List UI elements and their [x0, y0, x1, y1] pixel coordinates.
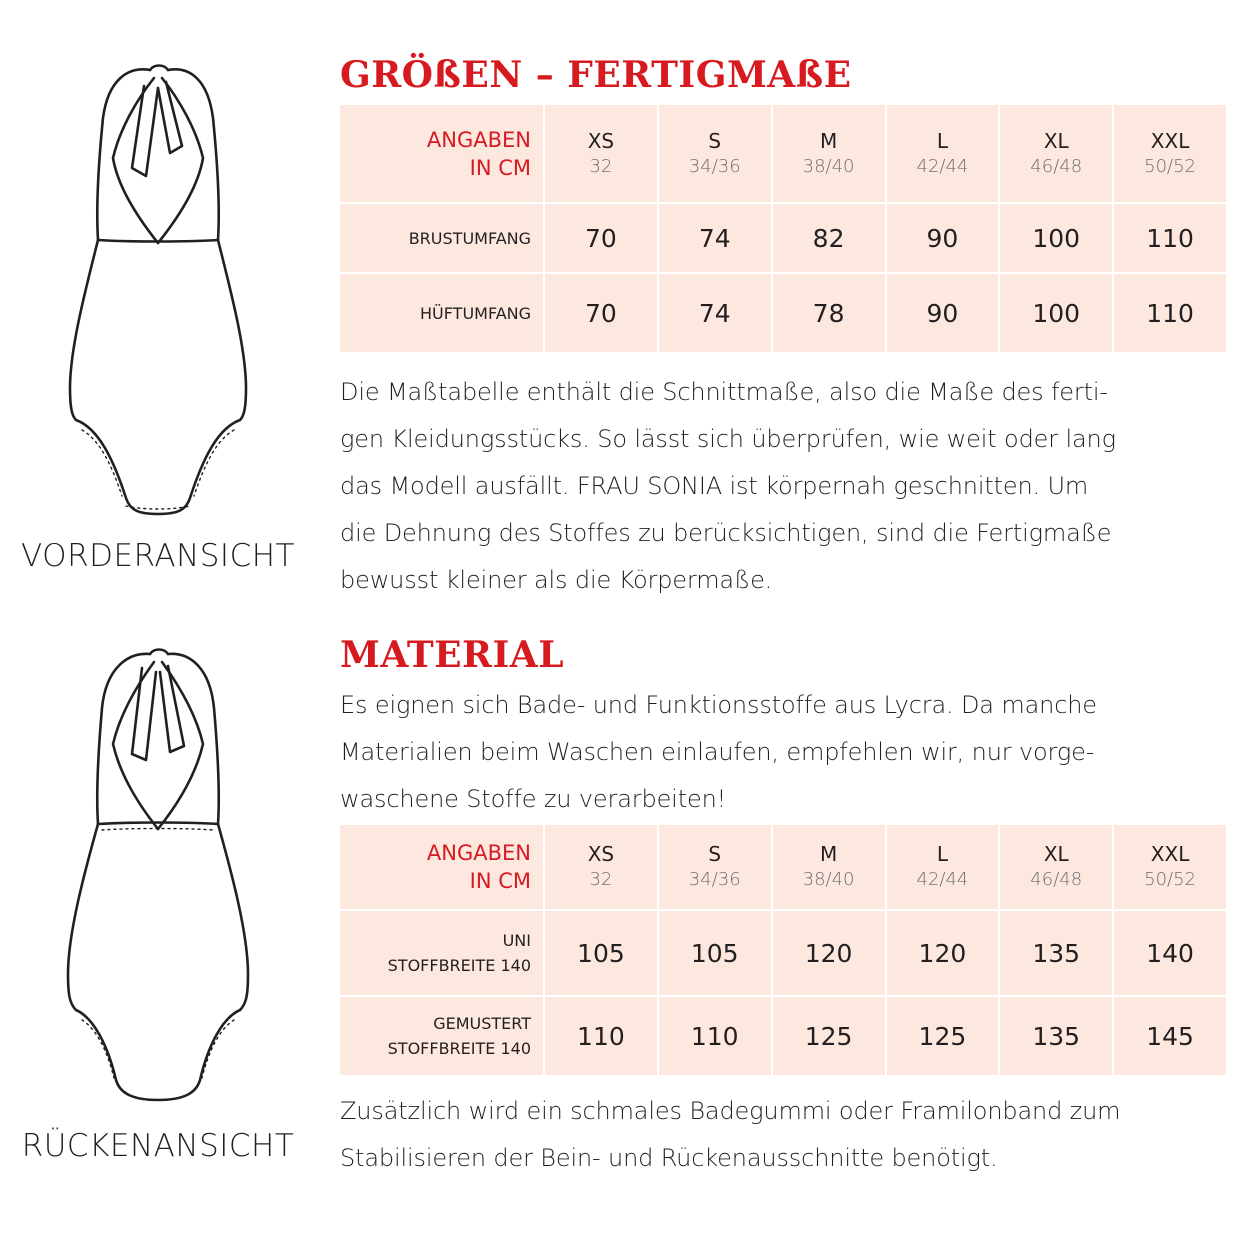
table-cell: 90 [887, 204, 999, 272]
table-cell: 135 [1000, 997, 1112, 1075]
size-numbers: 32 [589, 155, 613, 177]
paragraph-line: das Modell ausfällt. FRAU SONIA ist körpernah geschnitten. Um [340, 472, 1089, 500]
table-cell: 105 [659, 911, 771, 995]
size-column-header [659, 825, 771, 909]
size-name: XS [587, 842, 615, 866]
size-column-header [1000, 105, 1112, 202]
table-header-label-line1: ANGABEN [426, 127, 531, 152]
table-cell: 70 [545, 204, 657, 272]
row-label-line1: UNI [502, 931, 531, 950]
table-cell: 105 [545, 911, 657, 995]
size-numbers: 32 [589, 869, 613, 890]
table-cell: 120 [773, 911, 885, 995]
row-label-brustumfang: BRUSTUMFANG [340, 204, 543, 272]
material-table [340, 825, 1226, 1075]
sizes-heading: GRÖßEN – FERTIGMAßE [340, 54, 852, 96]
size-column-header [887, 105, 999, 202]
size-name: M [819, 128, 838, 153]
size-numbers: 42/44 [916, 155, 969, 177]
table-cell: 125 [887, 997, 999, 1075]
table-cell: 110 [545, 997, 657, 1075]
paragraph-line: Materialien beim Waschen einlaufen, empfehlen wir, nur vorge- [340, 738, 1095, 766]
size-name: XXL [1150, 842, 1190, 866]
size-name: XL [1043, 128, 1069, 153]
size-column-header [773, 105, 885, 202]
size-name: XXL [1150, 128, 1190, 153]
size-numbers: 46/48 [1030, 155, 1083, 177]
size-column-header [545, 825, 657, 909]
table-cell: 82 [773, 204, 885, 272]
table-cell: 135 [1000, 911, 1112, 995]
paragraph-line: die Dehnung des Stoffes zu berücksichtigen, sind die Fertigmaße [340, 519, 1112, 547]
paragraph-line: Stabilisieren der Bein- und Rückenausschnitte benötigt. [340, 1144, 998, 1172]
row-label-hueftumfang: HÜFTUMFANG [340, 274, 543, 352]
table-header-label [340, 825, 543, 909]
back-view-label: RÜCKENANSICHT [21, 1128, 295, 1164]
table-cell: 100 [1000, 274, 1112, 352]
table-cell: 74 [659, 274, 771, 352]
table-cell: 110 [659, 997, 771, 1075]
size-column-header [1114, 825, 1226, 909]
size-column-header [545, 105, 657, 202]
front-view-sketch [58, 58, 258, 520]
row-label-uni [340, 911, 543, 995]
size-name: S [708, 842, 722, 866]
front-view-label: VORDERANSICHT [21, 538, 295, 574]
size-numbers: 46/48 [1030, 869, 1083, 890]
size-numbers: 38/40 [802, 869, 855, 890]
paragraph-line: gen Kleidungsstücks. So lässt sich überprüfen, wie weit oder lang [340, 425, 1116, 453]
size-column-header [1114, 105, 1226, 202]
row-label-line2: STOFFBREITE 140 [387, 956, 531, 975]
row-label-line1: GEMUSTERT [433, 1014, 531, 1033]
size-name: L [936, 842, 948, 866]
table-cell: 140 [1114, 911, 1226, 995]
table-header-label-line2: IN CM [469, 155, 531, 180]
size-numbers: 34/36 [688, 155, 741, 177]
size-numbers: 50/52 [1144, 869, 1197, 890]
size-column-header [659, 105, 771, 202]
size-numbers: 34/36 [688, 869, 741, 890]
size-name: S [708, 128, 722, 153]
table-cell: 145 [1114, 997, 1226, 1075]
paragraph-line: waschene Stoffe zu verarbeiten! [340, 785, 727, 813]
paragraph-line: Es eignen sich Bade- und Funktionsstoffe aus Lycra. Da manche [340, 691, 1097, 719]
material-heading: MATERIAL [340, 634, 565, 676]
size-name: XS [587, 128, 615, 153]
size-column-header [1000, 825, 1112, 909]
size-numbers: 38/40 [802, 155, 855, 177]
size-column-header [887, 825, 999, 909]
table-cell: 78 [773, 274, 885, 352]
sizes-table [340, 105, 1226, 352]
table-header-label-line1: ANGABEN [426, 841, 531, 865]
paragraph-line: Zusätzlich wird ein schmales Badegummi oder Framilonband zum [340, 1097, 1121, 1125]
row-label-gemustert [340, 997, 543, 1075]
table-cell: 90 [887, 274, 999, 352]
table-cell: 125 [773, 997, 885, 1075]
size-name: M [819, 842, 838, 866]
sizes-description [340, 369, 1230, 604]
table-header-label-line2: IN CM [469, 869, 531, 893]
table-cell: 110 [1114, 274, 1226, 352]
table-cell: 120 [887, 911, 999, 995]
material-description [340, 682, 1230, 823]
row-label-line2: STOFFBREITE 140 [387, 1039, 531, 1058]
back-view-sketch [58, 644, 258, 1106]
paragraph-line: bewusst kleiner als die Körpermaße. [340, 566, 773, 594]
size-column-header [773, 825, 885, 909]
table-cell: 74 [659, 204, 771, 272]
size-numbers: 42/44 [916, 869, 969, 890]
size-numbers: 50/52 [1144, 155, 1197, 177]
material-footer-note [340, 1088, 1230, 1182]
table-cell: 100 [1000, 204, 1112, 272]
table-header-label [340, 105, 543, 202]
size-name: XL [1043, 842, 1069, 866]
sketch-column [0, 0, 320, 1250]
size-name: L [936, 128, 948, 153]
paragraph-line: Die Maßtabelle enthält die Schnittmaße, also die Maße des ferti- [340, 378, 1108, 406]
table-cell: 110 [1114, 204, 1226, 272]
table-cell: 70 [545, 274, 657, 352]
